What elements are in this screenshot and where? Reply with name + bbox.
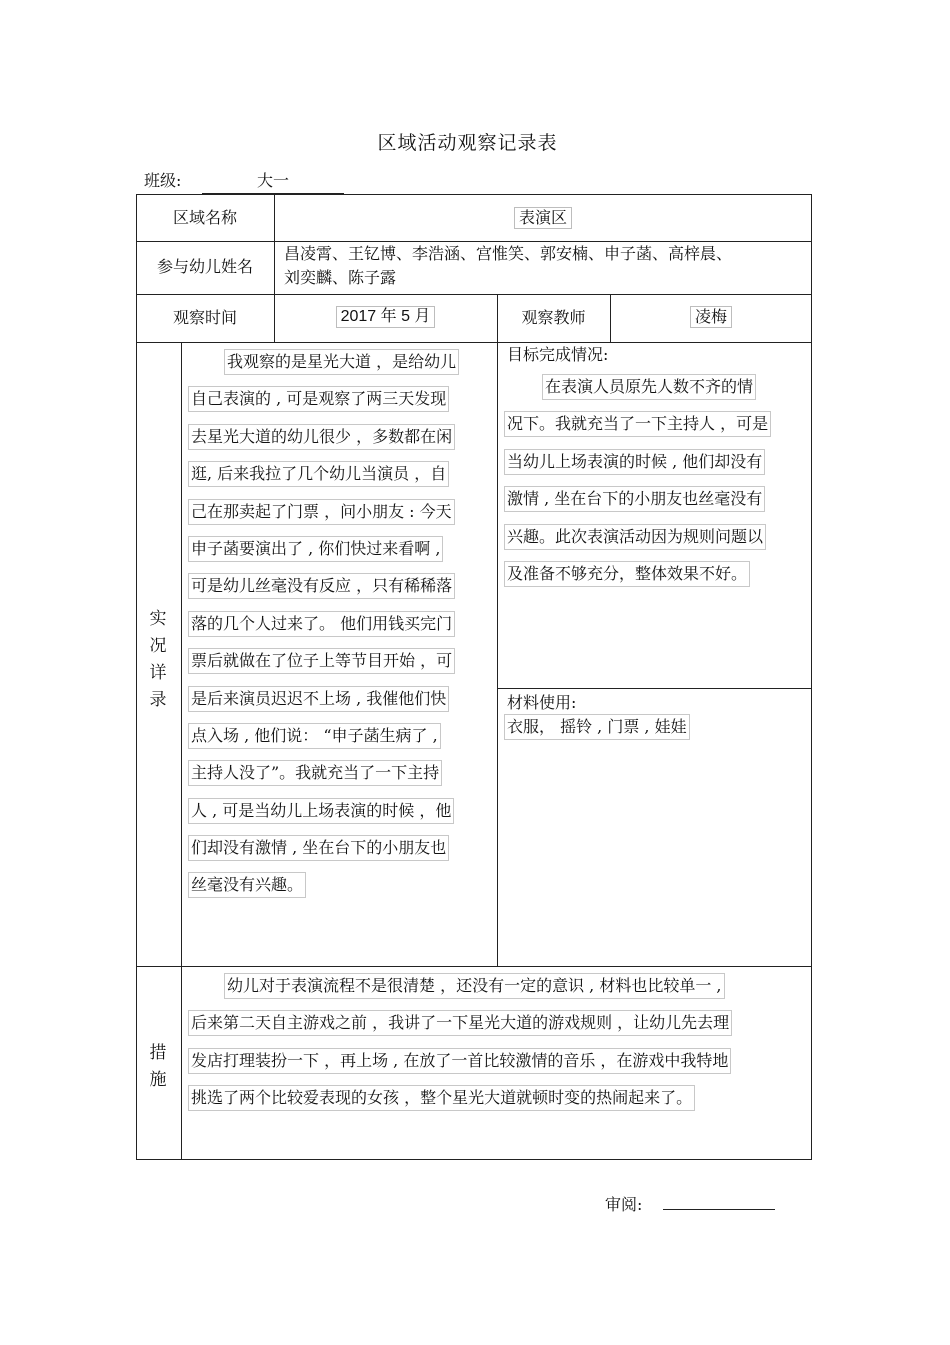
record-line: 是后来演员迟迟不上场 , 我催他们快 — [188, 686, 449, 712]
goal-label: 目标完成情况: — [507, 345, 609, 364]
row-divider-1 — [136, 241, 812, 242]
record-line: 票后就做在了位子上等节目开始 ，可 — [188, 648, 455, 674]
goal-line: 当幼儿上场表演的时候 , 他们却没有 — [504, 449, 765, 475]
review-label: 审阅: — [605, 1195, 643, 1214]
class-label: 班级: — [144, 171, 182, 190]
row-divider-2 — [136, 294, 812, 295]
goal-line: 及准备不够充分，整体效果不好。 — [504, 561, 750, 587]
measure-line: 发店打理装扮一下 ，再上场 , 在放了一首比较激情的音乐 ，在游戏中我特地 — [188, 1048, 731, 1074]
record-label-char: 实 — [149, 609, 167, 629]
record-line: 自己表演的 , 可是观察了两三天发现 — [188, 386, 449, 412]
row-divider-measures — [136, 966, 812, 967]
record-line: 主持人没了”。我就充当了一下主持 — [188, 760, 442, 786]
goal-line: 况下。我就充当了一下主持人 ，可是 — [504, 411, 771, 437]
record-label-char: 况 — [149, 636, 167, 656]
row-divider-3 — [136, 342, 812, 343]
review-signature-line — [663, 1209, 775, 1210]
record-line: 点入场 , 他们说： “申子菡生病了 , — [188, 723, 441, 749]
record-text — [188, 349, 493, 910]
teacher-label: 观察教师 — [521, 308, 586, 327]
page-title: 区域活动观察记录表 — [377, 132, 558, 154]
row-divider-material — [497, 688, 812, 689]
record-line: 们却没有激情 , 坐在台下的小朋友也 — [188, 835, 449, 861]
measures-section-label — [148, 1040, 168, 1094]
measures-label-char: 施 — [149, 1070, 167, 1090]
children-names-line: 刘奕麟、陈子露 — [284, 268, 397, 287]
area-name-value: 表演区 — [514, 207, 572, 229]
record-section-label — [148, 606, 168, 714]
children-label: 参与幼儿姓名 — [156, 257, 253, 276]
record-line: 人 , 可是当幼儿上场表演的时候 ，他 — [188, 798, 454, 824]
time-value: 2017 年 5 月 — [336, 306, 436, 328]
col-divider-side-label — [181, 342, 182, 1160]
teacher-value: 凌梅 — [690, 306, 732, 328]
time-cell — [274, 306, 497, 328]
teacher-cell — [610, 306, 812, 328]
record-label-char: 录 — [149, 690, 167, 710]
material-label: 材料使用: — [507, 693, 577, 712]
measure-line: 幼儿对于表演流程不是很清楚 ，还没有一定的意识 , 材料也比较单一 , — [224, 973, 725, 999]
measure-line: 挑选了两个比较爱表现的女孩 ，整个星光大道就顿时变的热闹起来了。 — [188, 1085, 695, 1111]
goal-line: 兴趣。此次表演活动因为规则问题以 — [504, 524, 766, 550]
goal-line: 在表演人员原先人数不齐的情 — [542, 374, 756, 400]
time-label: 观察时间 — [172, 308, 237, 327]
children-names-line: 昌凌霄、王钇博、李浩涵、宫惟笑、郭安楠、申子菡、高梓晨、 — [284, 244, 733, 263]
measures-text — [188, 973, 808, 1123]
record-line: 落的几个人过来了。 他们用钱买完门 — [188, 611, 455, 637]
record-line: 丝毫没有兴趣。 — [188, 872, 306, 898]
col-divider-middle — [497, 294, 498, 966]
goal-text — [504, 374, 809, 598]
measures-label-char: 措 — [149, 1043, 167, 1063]
record-line: 我观察的是星光大道 ，是给幼儿 — [224, 349, 459, 375]
class-value: 大一 — [202, 168, 344, 194]
children-names — [284, 244, 804, 288]
record-line: 逛, 后来我拉了几个幼儿当演员 ，自 — [188, 461, 449, 487]
record-line: 申子菡要演出了 , 你们快过来看啊 , — [188, 536, 443, 562]
record-line: 去星光大道的幼儿很少 ，多数都在闲 — [188, 424, 455, 450]
measure-line: 后来第二天自主游戏之前 ，我讲了一下星光大道的游戏规则 ，让幼儿先去理 — [188, 1010, 732, 1036]
record-label-char: 详 — [149, 663, 167, 683]
material-value: 衣服， 摇铃 , 门票 , 娃娃 — [504, 714, 690, 740]
record-line: 己在那卖起了门票 ，问小朋友 : 今天 — [188, 499, 455, 525]
record-line: 可是幼儿丝毫没有反应 ，只有稀稀落 — [188, 573, 455, 599]
goal-line: 激情 , 坐在台下的小朋友也丝毫没有 — [504, 486, 765, 512]
area-name-cell — [274, 207, 812, 229]
material-text — [504, 714, 809, 751]
area-name-label: 区域名称 — [172, 208, 237, 227]
